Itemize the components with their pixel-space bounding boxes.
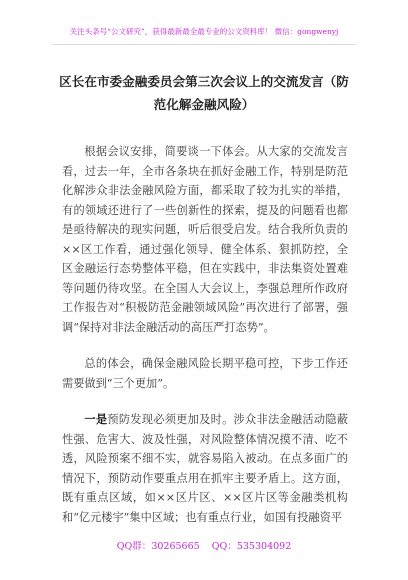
- qq-group-label: QQ群：: [116, 541, 152, 552]
- body-point-paragraph: [62, 410, 348, 527]
- header-banner-text: 关注头条号“公文研究”，获得最新最全最专业的公文资料库！ 微信：gongwenyj: [69, 27, 339, 36]
- document-title: 区长在市委金融委员会第三次会议上的交流发言（防范化解金融风险）: [59, 74, 349, 112]
- header-banner: [0, 27, 408, 37]
- point-lead-text: 一是: [84, 412, 108, 426]
- footer-spacer: [200, 541, 212, 552]
- paragraph-spacer: [62, 393, 348, 410]
- paragraph-spacer: [62, 337, 348, 354]
- header-divider: [52, 44, 356, 45]
- body-paragraph: 总的体会，确保金融风险长期平稳可控，下步工作还需要做到“三个更加”。: [62, 357, 348, 390]
- qq-label: QQ：: [211, 541, 237, 552]
- body-paragraph: 根据会议安排，简要谈一下体会。从大家的交流发言看，过去一年，全市各条块在抓好金融工作，特别是防范化解涉众非法金融风险方面，都采取了较为扎实的举措，有的领域还进行了一些创新性的探索，提及的问题看也都是亟待解决的现实问题，听后很受启发。结合我所负责的××区工作看，通过强化领导、健全体系、狠抓防控，全区金融运行态势整体平稳，但在实践中，非法集资处置难等问题仍待攻坚。在全国人大会议上，李强总理所作政府工作报告对“积极防范金融领域风险”再次进行了部署，强调“保持对非法金融活动的高压严打态势”。: [62, 145, 348, 334]
- document-body: [62, 142, 348, 527]
- point-body-text: 预防发现必须更加及时。涉众非法金融活动隐蔽性强、危害大、波及性强，对风险整体情况摸不清、吃不透，风险预案不细不实，就容易陷入被动。在点多面广的情况下，预防动作要重点用在抓牢主要矛盾上。这方面，既有重点区域，如××区片区、××区片区等金融类机构和“亿元楼宇”集中区域；也有重点行业，如国有投融资平: [62, 413, 348, 524]
- qq-number: 535304092: [236, 541, 292, 552]
- qq-group-number: 30265665: [151, 541, 200, 552]
- footer-contact: [0, 541, 408, 553]
